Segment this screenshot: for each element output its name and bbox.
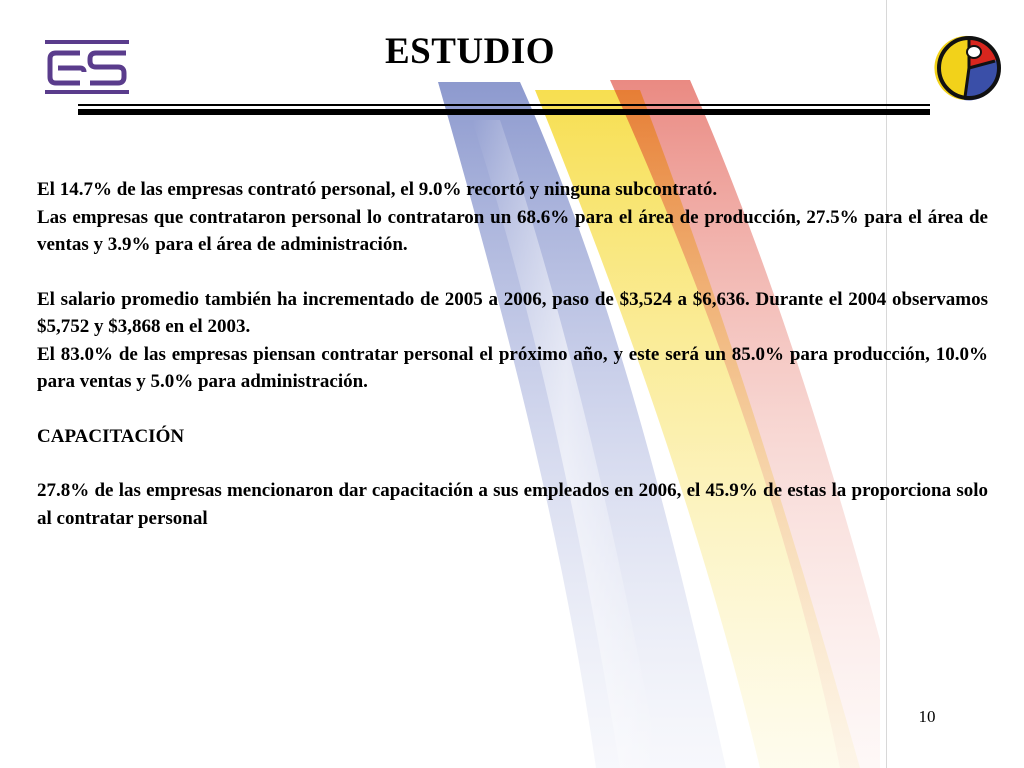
spacer [37,396,988,423]
tricolor-circle-logo [934,30,1004,104]
page-number: 10 [918,707,936,726]
title-underline-thin [78,104,930,106]
paragraph-salary: El salario promedio también ha incrementado de 2005 a 2006, paso de $3,524 a $6,636. Durante el 2004 observamos $5,752 y $3,868 en el 2003. [37,288,988,337]
paragraph-hiring-areas: Las empresas que contrataron personal lo contrataron un 68.6% para el área de producción, 27.5% para el área de ventas y 3.9% para el área de administración. [37,206,988,255]
section-heading: CAPACITACIÓN [37,425,185,447]
paragraph-training: 27.8% de las empresas mencionaron dar capacitación a sus empleados en 2006, el 45.9% de estas la proporciona solo al contratar personal [37,480,988,529]
organization-logo [44,39,130,95]
spacer [37,450,988,477]
slide-title: ESTUDIO [384,31,556,72]
title-underline-thick [78,109,930,115]
spacer [37,259,988,286]
body-text [37,176,988,532]
paragraph-future-hiring: El 83.0% de las empresas piensan contratar personal el próximo año, y este será un 85.0% para producción, 10.0% para ventas y 5.0% para administración. [37,343,988,392]
paragraph-hiring: El 14.7% de las empresas contrató personal, el 9.0% recortó y ninguna subcontrató. [37,179,718,200]
